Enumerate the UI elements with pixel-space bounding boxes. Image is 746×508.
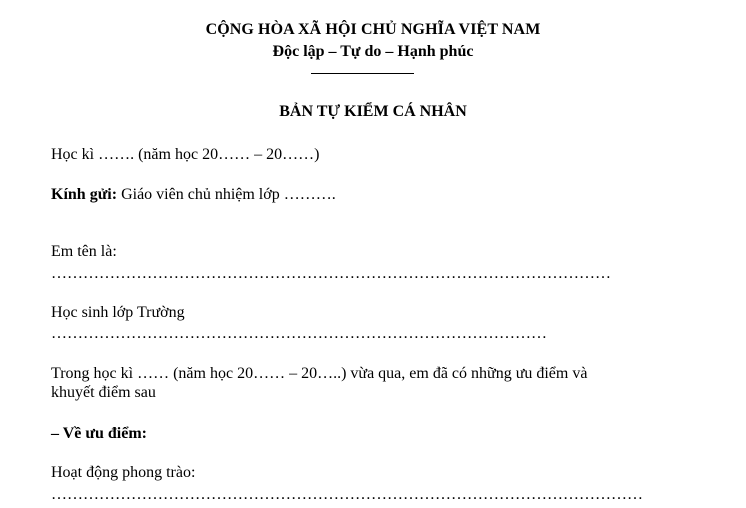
strengths-heading: – Về ưu điểm: bbox=[51, 425, 147, 442]
header-divider bbox=[311, 73, 414, 74]
activities-label: Hoạt động phong trào: bbox=[51, 464, 196, 481]
motto: Độc lập – Tự do – Hạnh phúc bbox=[272, 43, 474, 60]
name-fill-line: …………………………………………………………………………………………… bbox=[51, 265, 611, 282]
review-line-1: Trong học kì …… (năm học 20…… – 20…..) vừa qua, em đã có những ưu điểm và bbox=[51, 365, 588, 382]
class-fill-line: ………………………………………………………………………………… bbox=[51, 325, 547, 342]
class-label: Học sinh lớp Trường bbox=[51, 304, 185, 321]
review-line-2: khuyết điểm sau bbox=[51, 384, 156, 401]
recipient-line bbox=[51, 185, 336, 204]
name-label: Em tên là: bbox=[51, 243, 117, 260]
document-title: BẢN TỰ KIỂM CÁ NHÂN bbox=[279, 103, 467, 120]
recipient-label: Kính gửi: bbox=[51, 186, 118, 203]
national-title: CỘNG HÒA XÃ HỘI CHỦ NGHĨA VIỆT NAM bbox=[205, 21, 541, 38]
recipient-text: Giáo viên chủ nhiệm lớp ………. bbox=[117, 186, 336, 203]
activities-fill-line: ………………………………………………………………………………………………… bbox=[51, 486, 643, 503]
semester-line: Học kì ……. (năm học 20…… – 20……) bbox=[51, 146, 320, 163]
